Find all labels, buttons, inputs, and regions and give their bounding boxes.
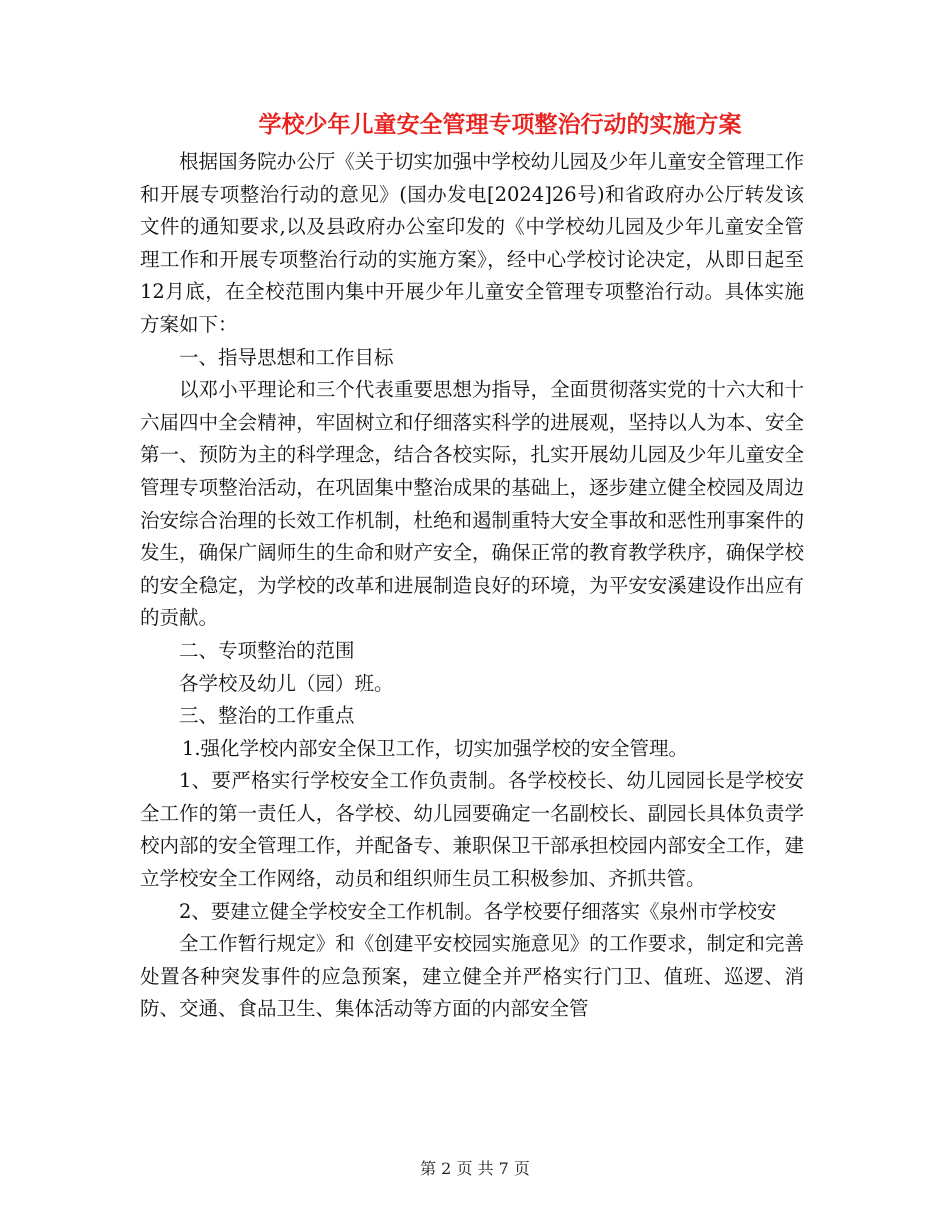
- subheading-1: 1.强化学校内部安全保卫工作，切实加强学校的安全管理。: [181, 736, 689, 760]
- document-title: 学校少年儿童安全管理专项整治行动的实施方案: [258, 111, 742, 138]
- section-heading-1: 一、指导思想和工作目标: [179, 345, 394, 369]
- paragraph-item-2: 2、要建立健全学校安全工作机制。各学校要仔细落实《泉州市学校安: [179, 899, 777, 923]
- section-heading-3: 三、整治的工作重点: [179, 704, 355, 728]
- paragraph-scope: 各学校及幼儿（园）班。: [179, 671, 394, 695]
- paragraph-item-1: 1、要严格实行学校安全工作负责制。各学校校长、幼儿园园长是学校安全工作的第一责任人，各学校、幼儿园要确定一名副校长、副园长具体负责学校内部的安全管理工作，并配备专、兼职保卫干部承担校园内部安全工作，建立学校安全工作网络，动员和组织师生员工积极参加、齐抓共管。: [140, 769, 804, 891]
- document-body: [140, 146, 804, 1026]
- paragraph-guiding-ideas: 以邓小平理论和三个代表重要思想为指导，全面贯彻落实党的十六大和十六届四中全会精神，牢固树立和仔细落实科学的进展观，坚持以人为本、安全第一、预防为主的科学理念，结合各校实际，扎实开展幼儿园及少年儿童安全管理专项整治活动，在巩固集中整治成果的基础上，逐步建立健全校园及周边治安综合治理的长效工作机制，杜绝和遏制重特大安全事故和恶性刑事案件的发生，确保广阔师生的生命和财产安全，确保正常的教育教学秩序，确保学校的安全稳定，为学校的改革和进展制造良好的环境，为平安安溪建设作出应有的贡献。: [140, 378, 804, 630]
- page-number: 第 2 页 共 7 页: [420, 1159, 530, 1178]
- section-heading-2: 二、专项整治的范围: [179, 638, 355, 662]
- paragraph-intro: 根据国务院办公厅《关于切实加强中学校幼儿园及少年儿童安全管理工作和开展专项整治行动的意见》(国办发电[2024]26号)和省政府办公厅转发该文件的通知要求,以及县政府办公室印发的《中学校幼儿园及少年儿童安全管理工作和开展专项整治行动的实施方案》，经中心学校讨论决定，从即日起至12月底，在全校范围内集中开展少年儿童安全管理专项整治行动。具体实施方案如下：: [140, 150, 804, 336]
- paragraph-item-2-continued: 全工作暂行规定》和《创建平安校园实施意见》的工作要求，制定和完善处置各种突发事件的应急预案，建立健全并严格实行门卫、值班、巡逻、消防、交通、食品卫生、集体活动等方面的内部安全管: [140, 932, 804, 1021]
